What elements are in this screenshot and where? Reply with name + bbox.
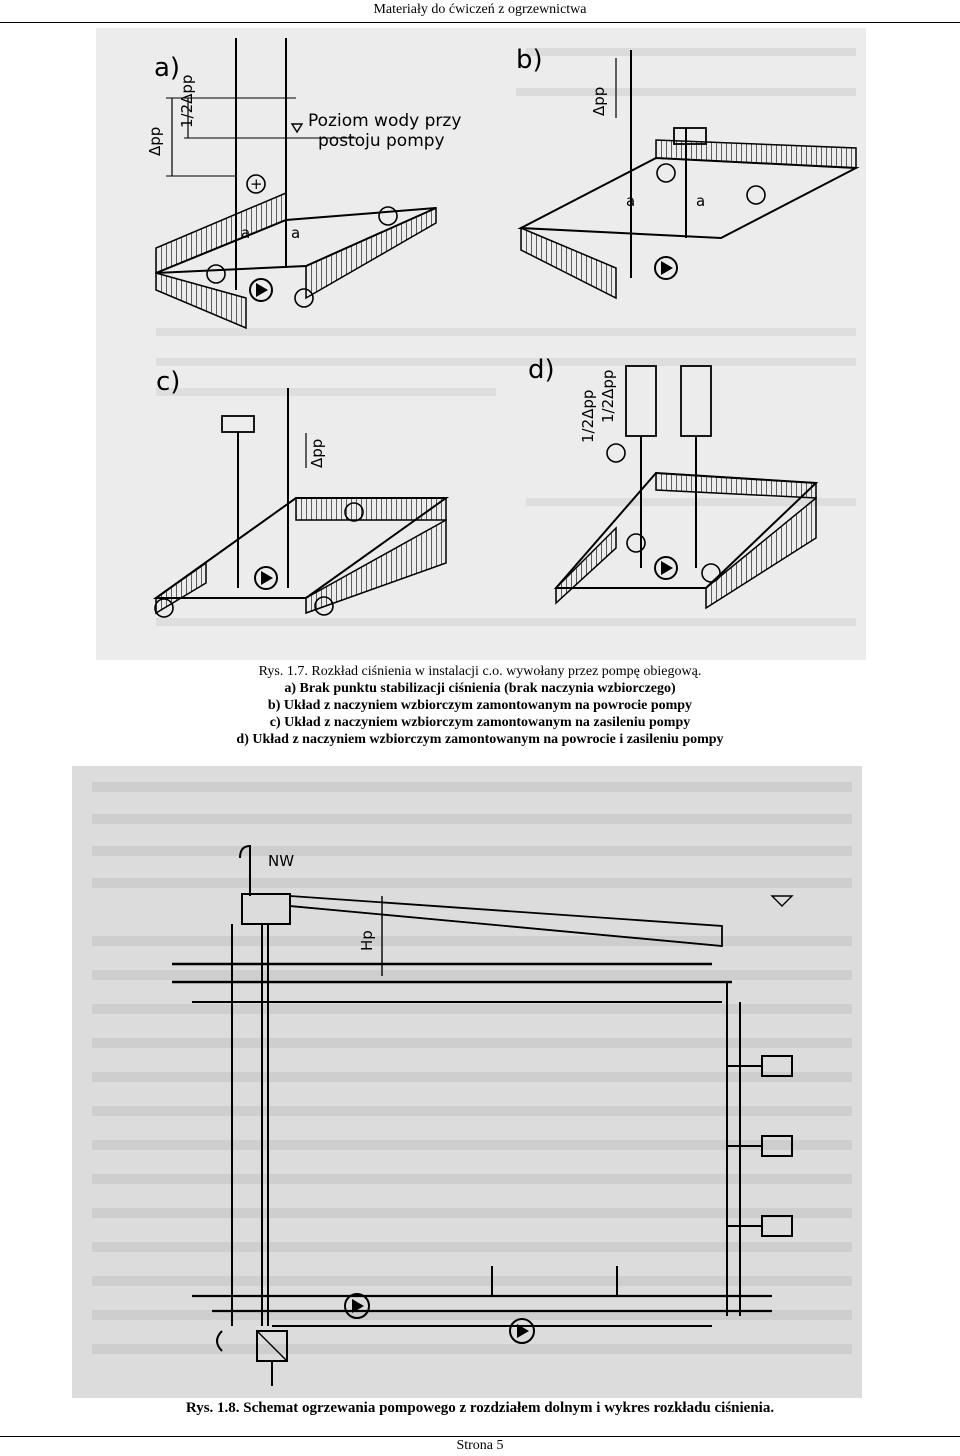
panel-a-label: a) (154, 53, 181, 83)
hp-label: Hp (358, 930, 376, 951)
panel-a-marker-a: a (241, 224, 251, 242)
figure-1-8-caption: Rys. 1.8. Schemat ogrzewania pompowego z rozdziałem dolnym i wykres rozkładu ciśnienia. (185, 1400, 775, 1416)
panel-a-water-level-1: Poziom wody przy (308, 111, 462, 131)
page-number: Strona 5 (456, 1438, 504, 1453)
figure-1-7-drawing (96, 28, 866, 660)
footer-divider (0, 1436, 960, 1437)
figure-1-7-item-b: b) Układ z naczyniem wzbiorczym zamontowanym na powrocie pompy (267, 698, 693, 713)
panel-b (516, 45, 856, 298)
panel-d-half-dp: 1/2Δpp (579, 389, 597, 443)
panel-b-label: b) (516, 45, 543, 75)
panel-a-water-level-2: postoju pompy (318, 131, 445, 151)
figure-1-7-item-a: a) Brak punktu stabilizacji ciśnienia (brak naczynia wzbiorczego) (284, 681, 676, 696)
figure-1-7-item-d: d) Układ z naczyniem wzbiorczym zamontowanym na powrocie i zasileniu pompy (236, 732, 724, 747)
svg-text:a: a (696, 192, 706, 210)
panel-d (528, 355, 816, 608)
panel-b-dp: Δpp (590, 86, 608, 116)
svg-text:a: a (291, 224, 301, 242)
figure-1-8-scan (72, 766, 862, 1398)
panel-a (146, 38, 461, 328)
panel-c-label: c) (156, 367, 181, 397)
panel-c-dp: Δpp (308, 438, 326, 468)
svg-text:1/2Δpp: 1/2Δpp (599, 369, 617, 423)
figure-1-8-drawing (72, 766, 862, 1398)
figure-1-7-caption: Rys. 1.7. Rozkład ciśnienia w instalacji c.o. wywołany przez pompę obiegową. (258, 664, 702, 679)
figure-1-7-item-c: c) Układ z naczyniem wzbiorczym zamontowanym na zasileniu pompy (269, 715, 691, 730)
panel-d-label: d) (528, 355, 555, 385)
header-divider (0, 22, 960, 23)
nw-label: NW (268, 852, 295, 870)
background-bleed-text (156, 48, 856, 626)
panel-a-plus: + (250, 175, 263, 193)
background-bleed-text (92, 782, 852, 1354)
page-header: Materiały do ćwiczeń z ogrzewnictwa (373, 2, 587, 17)
figure-1-7-scan (96, 28, 866, 660)
panel-c (155, 367, 446, 617)
panel-a-half-dp: 1/2Δpp (178, 74, 196, 128)
panel-a-dp: Δpp (146, 126, 164, 156)
panel-b-marker-a: a (626, 192, 636, 210)
